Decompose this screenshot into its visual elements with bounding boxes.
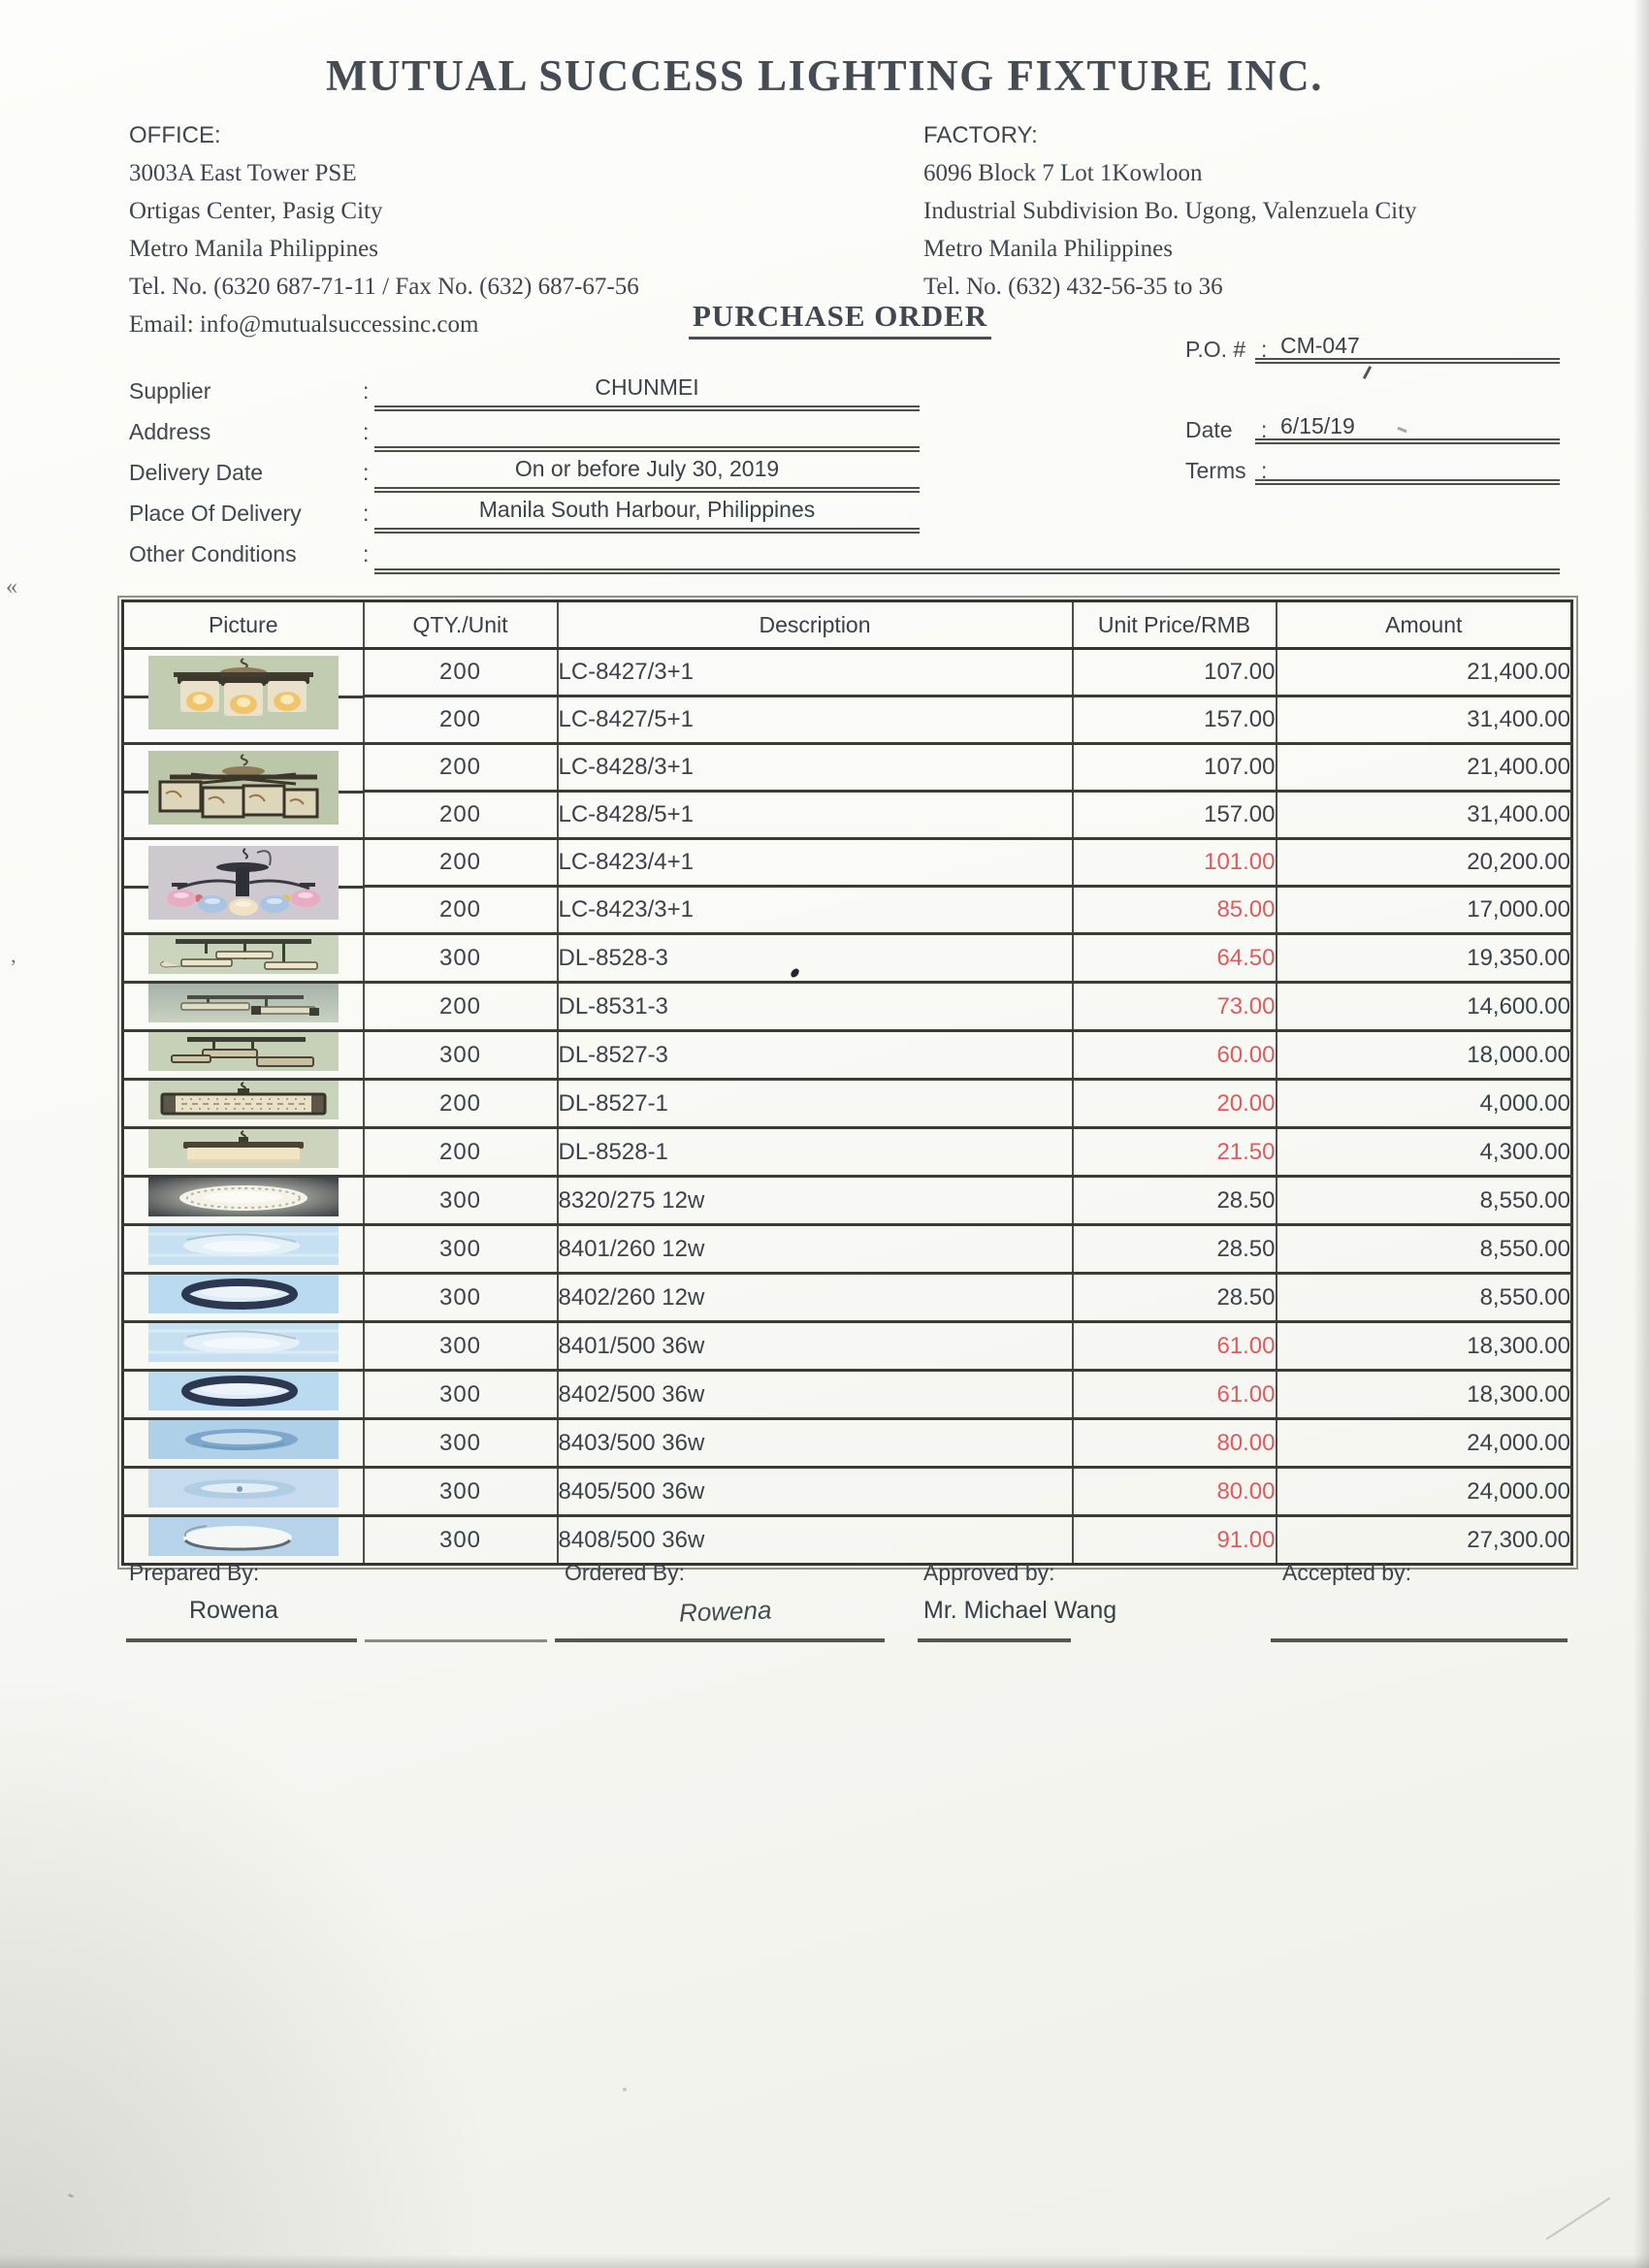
picture-cell — [123, 649, 364, 744]
qty-cell: 300 — [364, 1371, 558, 1419]
unit-price-cell — [1073, 1177, 1277, 1225]
signoff-label-prepared-by: Prepared By: — [129, 1560, 260, 1585]
signature-line — [126, 1638, 357, 1642]
field-label-p-o: P.O. # — [1185, 337, 1246, 362]
description-cell: DL-8531-3 — [558, 983, 1073, 1031]
field-colon: : — [363, 419, 370, 444]
unit-price-cell — [1073, 934, 1277, 983]
qty-cell: 200 — [364, 887, 558, 934]
picture-cell — [123, 1371, 364, 1419]
qty-cell: 300 — [364, 1322, 558, 1371]
amount-cell: 8,550.00 — [1277, 1177, 1572, 1225]
company-name: MUTUAL SUCCESS LIGHTING FIXTURE INC. — [326, 51, 1323, 100]
field-colon: : — [1261, 458, 1268, 483]
office-address-lines — [129, 154, 672, 343]
office-address-line: Tel. No. (6320 687-71-11 / Fax No. (632) 687-67-56 — [129, 274, 639, 300]
picture-cell — [123, 1419, 364, 1468]
qty-cell: 300 — [364, 1177, 558, 1225]
unit-price-value: 28.50 — [1216, 1283, 1276, 1311]
unit-price-value: 28.50 — [1216, 1186, 1276, 1214]
scan-speck — [623, 2088, 627, 2091]
signoff-label-accepted-by: Accepted by: — [1282, 1560, 1411, 1585]
column-header: QTY./Unit — [364, 601, 558, 649]
factory-address-line: 6096 Block 7 Lot 1Kowloon — [923, 160, 1203, 186]
amount-cell: 4,300.00 — [1277, 1128, 1572, 1177]
office-address-line: 3003A East Tower PSE — [129, 160, 357, 186]
unit-price-value: 61.00 — [1216, 1380, 1276, 1408]
box-ceiling-light-ornate — [148, 1081, 339, 1119]
field-colon: : — [1261, 417, 1268, 442]
description-cell: 8401/500 36w — [558, 1322, 1073, 1371]
round-ceiling-light-glow — [148, 1178, 339, 1216]
unit-price-cell — [1073, 1516, 1277, 1565]
scan-shadow — [0, 1667, 504, 2268]
linear-ceiling-light-low — [148, 984, 339, 1022]
amount-cell: 18,300.00 — [1277, 1322, 1572, 1371]
unit-price-cell — [1073, 1080, 1277, 1128]
description-cell: DL-8527-1 — [558, 1080, 1073, 1128]
field-value-date: 6/15/19 — [1255, 409, 1560, 444]
signature-line — [365, 1639, 547, 1642]
signoff-name-ordered-by: Rowena — [678, 1595, 772, 1628]
field-label-address: Address — [129, 419, 211, 444]
unit-price-cell — [1073, 839, 1277, 887]
qty-cell: 200 — [364, 792, 558, 839]
description-cell: LC-8427/5+1 — [558, 697, 1073, 744]
column-header: Picture — [123, 601, 364, 649]
unit-price-value: 91.00 — [1216, 1526, 1276, 1553]
signoff-label-ordered-by: Ordered By: — [565, 1560, 685, 1585]
field-value-supplier: CHUNMEI — [374, 371, 920, 411]
oval-ceiling-light-faint-blue — [148, 1469, 339, 1507]
unit-price-cell — [1073, 1468, 1277, 1516]
unit-price-cell — [1073, 1322, 1277, 1371]
description-cell: 8408/500 36w — [558, 1516, 1073, 1565]
field-value-delivery-date: On or before July 30, 2019 — [374, 452, 920, 493]
chandelier-3-light — [148, 656, 339, 729]
qty-cell: 200 — [364, 744, 558, 792]
unit-price-cell — [1073, 1031, 1277, 1080]
column-header: Amount — [1277, 601, 1572, 649]
margin-scan-mark: « — [6, 574, 17, 599]
field-label-supplier: Supplier — [129, 378, 211, 404]
field-label-place-of-delivery: Place Of Delivery — [129, 501, 302, 526]
unit-price-value: 107.00 — [1204, 659, 1276, 685]
amount-cell: 18,300.00 — [1277, 1371, 1572, 1419]
qty-cell: 300 — [364, 1031, 558, 1080]
unit-price-value: 73.00 — [1216, 992, 1276, 1020]
table-row — [123, 1371, 1572, 1419]
scan-shadow — [0, 2254, 1649, 2268]
linear-ceiling-light-3 — [148, 935, 339, 974]
qty-cell: 300 — [364, 1516, 558, 1565]
unit-price-cell — [1073, 1128, 1277, 1177]
table-row — [123, 744, 1572, 792]
amount-cell: 8,550.00 — [1277, 1274, 1572, 1322]
office-address-block — [129, 116, 672, 343]
table-row — [123, 934, 1572, 983]
qty-cell: 300 — [364, 1419, 558, 1468]
oval-ceiling-light-faint — [148, 1226, 339, 1265]
field-value-other-conditions — [374, 534, 1560, 574]
unit-price-value: 157.00 — [1204, 706, 1276, 732]
oval-ceiling-light-ring — [148, 1372, 339, 1410]
scan-scratch — [1546, 2197, 1611, 2240]
signoff-name-approved-by: Mr. Michael Wang — [923, 1597, 1117, 1624]
table-row — [123, 1177, 1572, 1225]
factory-address-block — [923, 116, 1467, 306]
field-label-other-conditions: Other Conditions — [129, 541, 297, 567]
oval-ceiling-light-blue — [148, 1420, 339, 1459]
unit-price-value: 21.50 — [1216, 1138, 1276, 1165]
description-cell: 8405/500 36w — [558, 1468, 1073, 1516]
description-cell: 8320/275 12w — [558, 1177, 1073, 1225]
amount-cell: 21,400.00 — [1277, 744, 1572, 792]
amount-cell: 4,000.00 — [1277, 1080, 1572, 1128]
picture-cell — [123, 1274, 364, 1322]
amount-cell: 31,400.00 — [1277, 697, 1572, 744]
qty-cell: 200 — [364, 983, 558, 1031]
description-cell: LC-8428/3+1 — [558, 744, 1073, 792]
factory-address-line: Metro Manila Philippines — [923, 236, 1173, 262]
table-row — [123, 1128, 1572, 1177]
field-value-terms — [1255, 450, 1560, 485]
signature-line — [555, 1638, 885, 1642]
field-colon: : — [363, 378, 370, 404]
picture-cell — [123, 1177, 364, 1225]
amount-cell: 31,400.00 — [1277, 792, 1572, 839]
qty-cell: 200 — [364, 1080, 558, 1128]
scan-shadow — [1633, 0, 1649, 2268]
table-row — [123, 1468, 1572, 1516]
amount-cell: 8,550.00 — [1277, 1225, 1572, 1274]
table-row — [123, 649, 1572, 697]
description-cell: LC-8428/5+1 — [558, 792, 1073, 839]
description-cell: DL-8527-3 — [558, 1031, 1073, 1080]
description-cell: LC-8427/3+1 — [558, 649, 1073, 697]
table-row — [123, 1419, 1572, 1468]
factory-heading: FACTORY: — [923, 122, 1038, 148]
table-row — [123, 1031, 1572, 1080]
amount-cell: 19,350.00 — [1277, 934, 1572, 983]
qty-cell: 300 — [364, 1225, 558, 1274]
table-row — [123, 983, 1572, 1031]
field-label-delivery-date: Delivery Date — [129, 460, 264, 485]
description-cell: DL-8528-3 — [558, 934, 1073, 983]
description-cell: LC-8423/3+1 — [558, 887, 1073, 934]
amount-cell: 14,600.00 — [1277, 983, 1572, 1031]
field-label-date: Date — [1185, 417, 1233, 442]
signature-line — [918, 1638, 1071, 1642]
amount-cell: 24,000.00 — [1277, 1468, 1572, 1516]
qty-cell: 200 — [364, 649, 558, 697]
picture-cell — [123, 934, 364, 983]
description-cell: 8401/260 12w — [558, 1225, 1073, 1274]
unit-price-cell — [1073, 1371, 1277, 1419]
description-cell: LC-8423/4+1 — [558, 839, 1073, 887]
qty-cell: 200 — [364, 1128, 558, 1177]
description-cell: DL-8528-1 — [558, 1128, 1073, 1177]
table-row — [123, 1516, 1572, 1565]
factory-address-line: Tel. No. (632) 432-56-35 to 36 — [923, 274, 1223, 300]
picture-cell — [123, 744, 364, 839]
pen-tick-mark — [1363, 366, 1372, 379]
field-colon: : — [363, 460, 370, 485]
column-header: Description — [558, 601, 1073, 649]
unit-price-value: 20.00 — [1216, 1089, 1276, 1117]
oval-ceiling-light-ring — [148, 1275, 339, 1313]
margin-scan-mark: ’ — [10, 955, 17, 979]
office-address-line: Ortigas Center, Pasig City — [129, 198, 383, 224]
description-cell: 8402/500 36w — [558, 1371, 1073, 1419]
field-colon: : — [1261, 337, 1268, 362]
field-colon: : — [363, 541, 370, 567]
amount-cell: 21,400.00 — [1277, 649, 1572, 697]
unit-price-value: 107.00 — [1204, 754, 1276, 780]
unit-price-cell — [1073, 1274, 1277, 1322]
picture-cell — [123, 1516, 364, 1565]
table-header-row — [123, 601, 1572, 649]
description-cell: 8402/260 12w — [558, 1274, 1073, 1322]
unit-price-cell — [1073, 792, 1277, 839]
picture-cell — [123, 983, 364, 1031]
column-header: Unit Price/RMB — [1073, 601, 1277, 649]
unit-price-value: 80.00 — [1216, 1429, 1276, 1456]
picture-cell — [123, 1080, 364, 1128]
amount-cell: 17,000.00 — [1277, 887, 1572, 934]
office-address-line: Metro Manila Philippines — [129, 236, 378, 262]
qty-cell: 300 — [364, 1274, 558, 1322]
unit-price-value: 64.50 — [1216, 944, 1276, 971]
qty-cell: 300 — [364, 1468, 558, 1516]
table-row — [123, 1225, 1572, 1274]
factory-address-lines — [923, 154, 1467, 306]
oval-ceiling-light-white — [148, 1517, 339, 1556]
factory-address-line: Industrial Subdivision Bo. Ugong, Valenzuela City — [923, 198, 1417, 224]
unit-price-value: 157.00 — [1204, 801, 1276, 827]
office-address-line: Email: info@mutualsuccessinc.com — [129, 311, 479, 338]
chandelier-4-multicolor — [148, 846, 339, 920]
unit-price-cell — [1073, 649, 1277, 697]
table-row — [123, 1274, 1572, 1322]
chandelier-5-light — [148, 751, 339, 825]
unit-price-value: 28.50 — [1216, 1235, 1276, 1262]
unit-price-cell — [1073, 1225, 1277, 1274]
field-label-terms: Terms — [1185, 458, 1246, 483]
unit-price-cell — [1073, 744, 1277, 792]
unit-price-value: 61.00 — [1216, 1332, 1276, 1359]
picture-cell — [123, 1128, 364, 1177]
picture-cell — [123, 1468, 364, 1516]
signature-line — [1271, 1638, 1568, 1642]
field-value-p-o: CM-047 — [1255, 329, 1560, 364]
oval-ceiling-light-faint — [148, 1323, 339, 1362]
qty-cell: 200 — [364, 839, 558, 887]
office-heading: OFFICE: — [129, 122, 221, 148]
amount-cell: 18,000.00 — [1277, 1031, 1572, 1080]
amount-cell: 20,200.00 — [1277, 839, 1572, 887]
unit-price-cell — [1073, 1419, 1277, 1468]
table-row — [123, 1080, 1572, 1128]
unit-price-cell — [1073, 983, 1277, 1031]
qty-cell: 200 — [364, 697, 558, 744]
picture-cell — [123, 1225, 364, 1274]
picture-cell — [123, 1322, 364, 1371]
drum-ceiling-light — [148, 1129, 339, 1168]
unit-price-value: 85.00 — [1216, 896, 1276, 923]
qty-cell: 300 — [364, 934, 558, 983]
amount-cell: 24,000.00 — [1277, 1419, 1572, 1468]
signoff-name-prepared-by: Rowena — [189, 1597, 278, 1624]
order-items-table — [117, 596, 1578, 1570]
document-title: PURCHASE ORDER — [689, 299, 991, 340]
table-row — [123, 1322, 1572, 1371]
field-value-address — [374, 411, 920, 452]
field-colon: : — [363, 501, 370, 526]
unit-price-value: 101.00 — [1204, 849, 1276, 875]
field-value-place-of-delivery: Manila South Harbour, Philippines — [374, 493, 920, 534]
unit-price-cell — [1073, 887, 1277, 934]
unit-price-value: 60.00 — [1216, 1041, 1276, 1068]
amount-cell: 27,300.00 — [1277, 1516, 1572, 1565]
picture-cell — [123, 839, 364, 934]
unit-price-cell — [1073, 697, 1277, 744]
description-cell: 8403/500 36w — [558, 1419, 1073, 1468]
table-row — [123, 839, 1572, 887]
signoff-label-approved-by: Approved by: — [923, 1560, 1055, 1585]
picture-cell — [123, 1031, 364, 1080]
unit-price-value: 80.00 — [1216, 1477, 1276, 1505]
linear-ceiling-light-step — [148, 1032, 339, 1071]
